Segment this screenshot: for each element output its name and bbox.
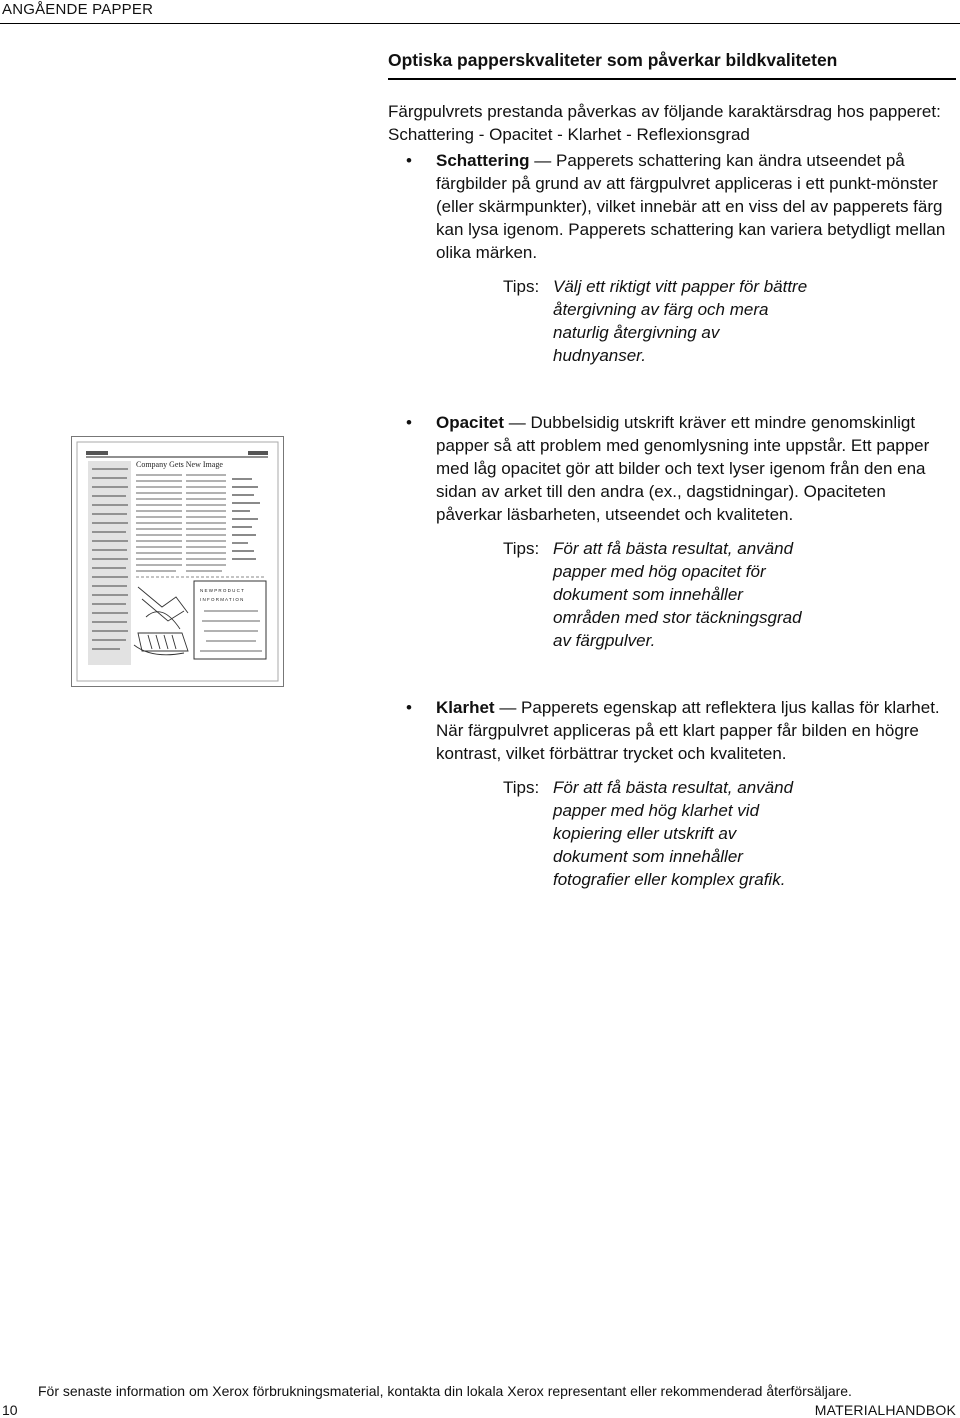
section xyxy=(388,50,956,146)
bullet-icon: • xyxy=(406,151,412,170)
section-title: Optiska papperskvaliteter som påverkar bildkvaliteten xyxy=(388,50,838,70)
em-dash: — xyxy=(499,698,517,717)
tip-text: Välj ett riktigt vitt papper för bättre återgivning av färg och mera naturlig återgivning av hudnyanser. xyxy=(553,277,808,365)
bullet-icon: • xyxy=(406,698,412,717)
sample-page-illustration xyxy=(71,436,284,687)
footer-note: För senaste information om Xerox förbrukningsmaterial, kontakta din lokala Xerox representant eller rekommenderad återförsäljare. xyxy=(38,1383,852,1399)
sample-page-drawing xyxy=(72,437,283,686)
bullet-schattering xyxy=(406,149,956,264)
tip-label: Tips: xyxy=(503,539,540,558)
bullet-text: Dubbelsidig utskrift kräver ett mindre genomskinligt papper så att problem med genomlysning inte uppstår. Ett papper med låg opacitet gör att bilder och text lyser igenom från den ena sidan av arket till den andra (ex., dagstidningar). Opaciteten påverkar läsbarheten, utseendet och kvaliteten. xyxy=(436,413,930,524)
title-rule xyxy=(388,78,956,80)
tip-text: För att få bästa resultat, använd papper med hög opacitet för dokument som innehåller områden med stor täckningsgrad av färgpulver. xyxy=(553,539,802,650)
bullet-opacitet xyxy=(406,411,956,526)
svg-text:N E W P R O D U C T: N E W P R O D U C T xyxy=(200,588,244,593)
svg-text:Company Gets New Image: Company Gets New Image xyxy=(136,460,223,469)
tip-klarhet xyxy=(503,776,813,891)
bullet-text: Papperets schattering kan ändra utseendet på färgbilder på grund av att färgpulvret appliceras i ett punkt-mönster (eller skärmpunkter), vilket innebär att en viss del av papperets färg kan lysa igenom. Papperets schattering kan variera betydligt mellan olika märken. xyxy=(436,151,946,262)
tip-text: För att få bästa resultat, använd papper med hög klarhet vid kopiering eller utskrift av dokument som innehåller fotografier eller komplex grafik. xyxy=(553,778,794,889)
tip-label: Tips: xyxy=(503,778,540,797)
em-dash: — xyxy=(534,151,552,170)
bullet-term: Opacitet xyxy=(436,413,505,432)
em-dash: — xyxy=(508,413,526,432)
svg-text:I N F O R M A T I O N: I N F O R M A T I O N xyxy=(200,597,244,602)
manual-name: MATERIALHANDBOK xyxy=(814,1402,956,1418)
tip-schattering xyxy=(503,275,813,367)
bullet-term: Klarhet xyxy=(436,698,495,717)
tip-opacitet xyxy=(503,537,813,652)
tip-label: Tips: xyxy=(503,277,540,296)
bullet-term: Schattering xyxy=(436,151,530,170)
header-rule xyxy=(0,23,960,24)
bullet-klarhet xyxy=(406,696,956,765)
intro-paragraph: Färgpulvrets prestanda påverkas av följande karaktärsdrag hos papperet: Schattering - Opacitet - Klarhet - Reflexionsgrad xyxy=(388,102,941,144)
bullet-text: Papperets egenskap att reflektera ljus kallas för klarhet. När färgpulvret appliceras på ett klart papper får bilden en högre kontrast, vilket förbättrar trycket och kvaliteten. xyxy=(436,698,940,763)
page-number: 10 xyxy=(2,1402,18,1418)
bullet-icon: • xyxy=(406,413,412,432)
running-header: ANGÅENDE PAPPER xyxy=(2,1,154,18)
